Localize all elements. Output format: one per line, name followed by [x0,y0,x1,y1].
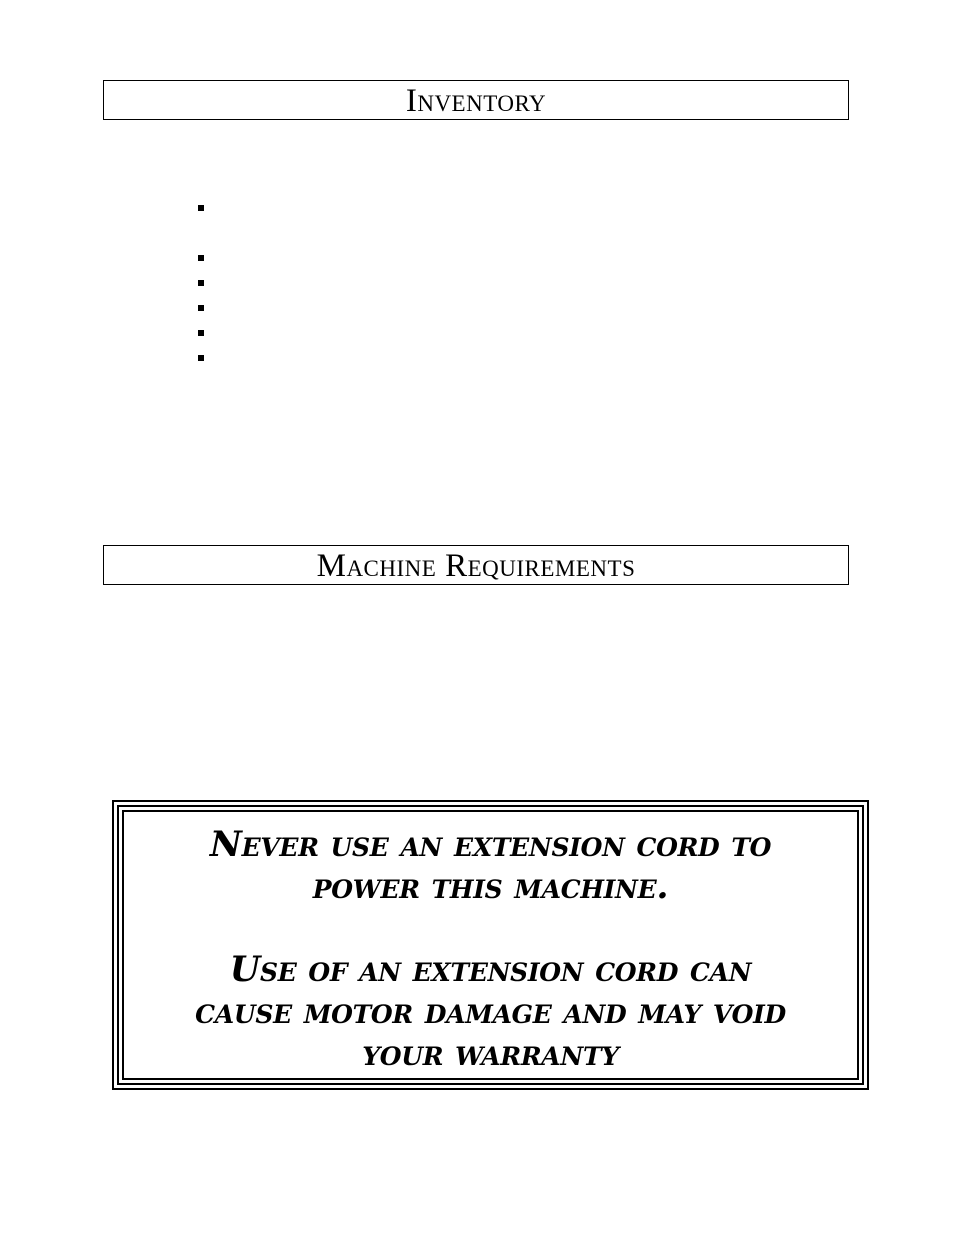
warning-line: power this machine. [312,866,669,907]
warning-line: Use of an extension cord can [229,949,752,990]
extension-cord-warning-box [112,800,869,1090]
warning-line: cause motor damage and may void [195,991,786,1032]
list-bullet [198,330,204,336]
inventory-heading: Inventory [103,80,849,120]
warning-box-frame [117,805,864,1085]
machine-requirements-heading: Machine Requirements [103,545,849,585]
list-bullet [198,280,204,286]
list-bullet [198,255,204,261]
warning-line: Never use an extension cord to [209,824,772,865]
list-bullet [198,205,204,211]
list-bullet [198,355,204,361]
list-bullet [198,305,204,311]
warning-line: your warranty [362,1033,619,1074]
warning-box-content [122,810,859,1080]
